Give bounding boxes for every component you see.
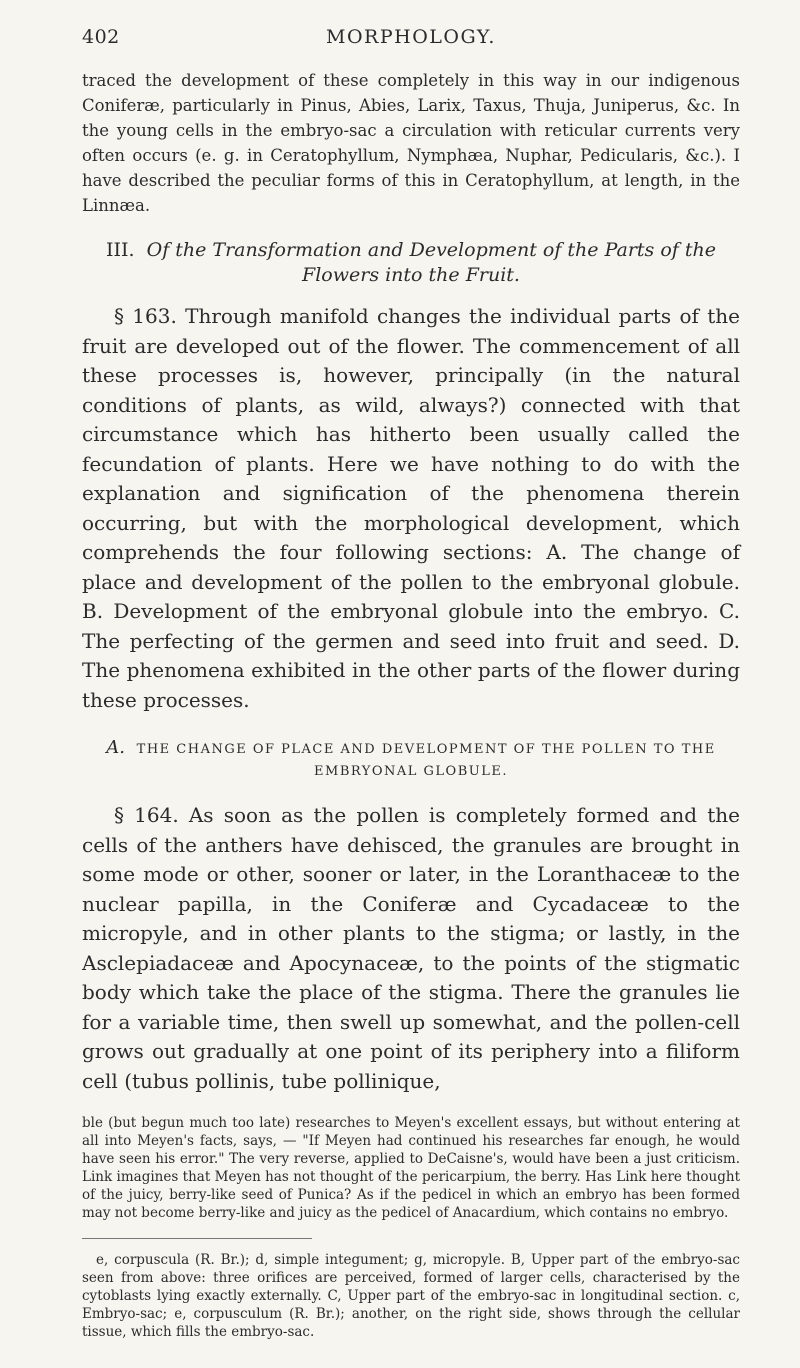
paragraph-163: § 163. Through manifold changes the individual parts of the fruit are developed out of the flower. The commencement of all these processes is, however, principally (in the natural conditions of plants, as wild, always?) connected with that circumstance which has hitherto been usually called the fecundation of plants. Here we have nothing to do with the explanation and signification of the phenomena therein occurring, but with the morphological development, which comprehends the four following sections: A. The change of place and development of the pollen to the embryonal globule. B. Development of the embryonal globule into the embryo. C. The perfecting of the germen and seed into fruit and seed. D. The phenomena exhibited in the other parts of the flower during these processes. — [82, 304, 740, 712]
section-title: Of the Transformation and Development of the Parts of the Flowers into the Fruit. — [146, 239, 716, 286]
paragraph-164: § 164. As soon as the pollen is completely formed and the cells of the anthers have dehisced, the granules are brought in some mode or other, sooner or later, in the Loranthaceæ to the nuclear papilla, in the Coniferæ and Cycadaceæ to the micropyle, and in other plants to the stigma; or lastly, in the Asclepiadaceæ and Apocynaceæ, to the points of the stigmatic body which take the place of the stigma. There the granules lie for a variable time, then swell up somewhat, and the pollen-cell grows out gradually at one point of its periphery into a filiform cell (tubus pollinis, tube pollinique, — [82, 803, 740, 1093]
running-head: MORPHOLOGY. — [326, 26, 496, 48]
section-numeral: III. — [106, 239, 135, 261]
subsection-letter: A. — [106, 737, 126, 758]
section-heading — [82, 238, 740, 288]
subsection-heading — [82, 737, 740, 783]
figure-caption: e, corpuscula (R. Br.); d, simple integument; g, micropyle. B, Upper part of the embryo-sac seen from above: three orifices are perceived, formed of larger cells, characterised by the cytoblasts lying exactly externally. C, Upper part of the embryo-sac in longitudinal section. c, Embryo-sac; e, corpusculum (R. Br.); another, on the right side, shows through the cellular tissue, which fills the embryo-sac. — [82, 1252, 740, 1340]
intro-paragraph: traced the development of these completely in this way in our indigenous Coniferæ, particularly in Pinus, Abies, Larix, Taxus, Thuja, Juniperus, &c. In the young cells in the embryo-sac a circulation with reticular currents very often occurs (e. g. in Ceratophyllum, Nymphæa, Nuphar, Pedicularis, &c.). I have described the peculiar forms of this in Ceratophyllum, at length, in the Linnæa. — [82, 71, 740, 215]
divider-rule — [82, 1238, 312, 1239]
page-header — [82, 26, 740, 60]
page-number: 402 — [82, 26, 120, 48]
subsection-title: THE CHANGE OF PLACE AND DEVELOPMENT OF THE POLLEN TO THE EMBRYONAL GLOBULE. — [136, 742, 716, 779]
footnote: ble (but begun much too late) researches to Meyen's excellent essays, but without entering at all into Meyen's facts, says, — "If Meyen had continued his researches far enough, he would have seen his error." The very reverse, applied to DeCaisne's, would have been a just criticism. Link imagines that Meyen has not thought of the pericarpium, the berry. Has Link here thought of the juicy, berry-like seed of Punica? As if the pedicel in which an embryo has been formed may not become berry-like and juicy as the pedicel of Anacardium, which contains no embryo. — [82, 1115, 740, 1221]
